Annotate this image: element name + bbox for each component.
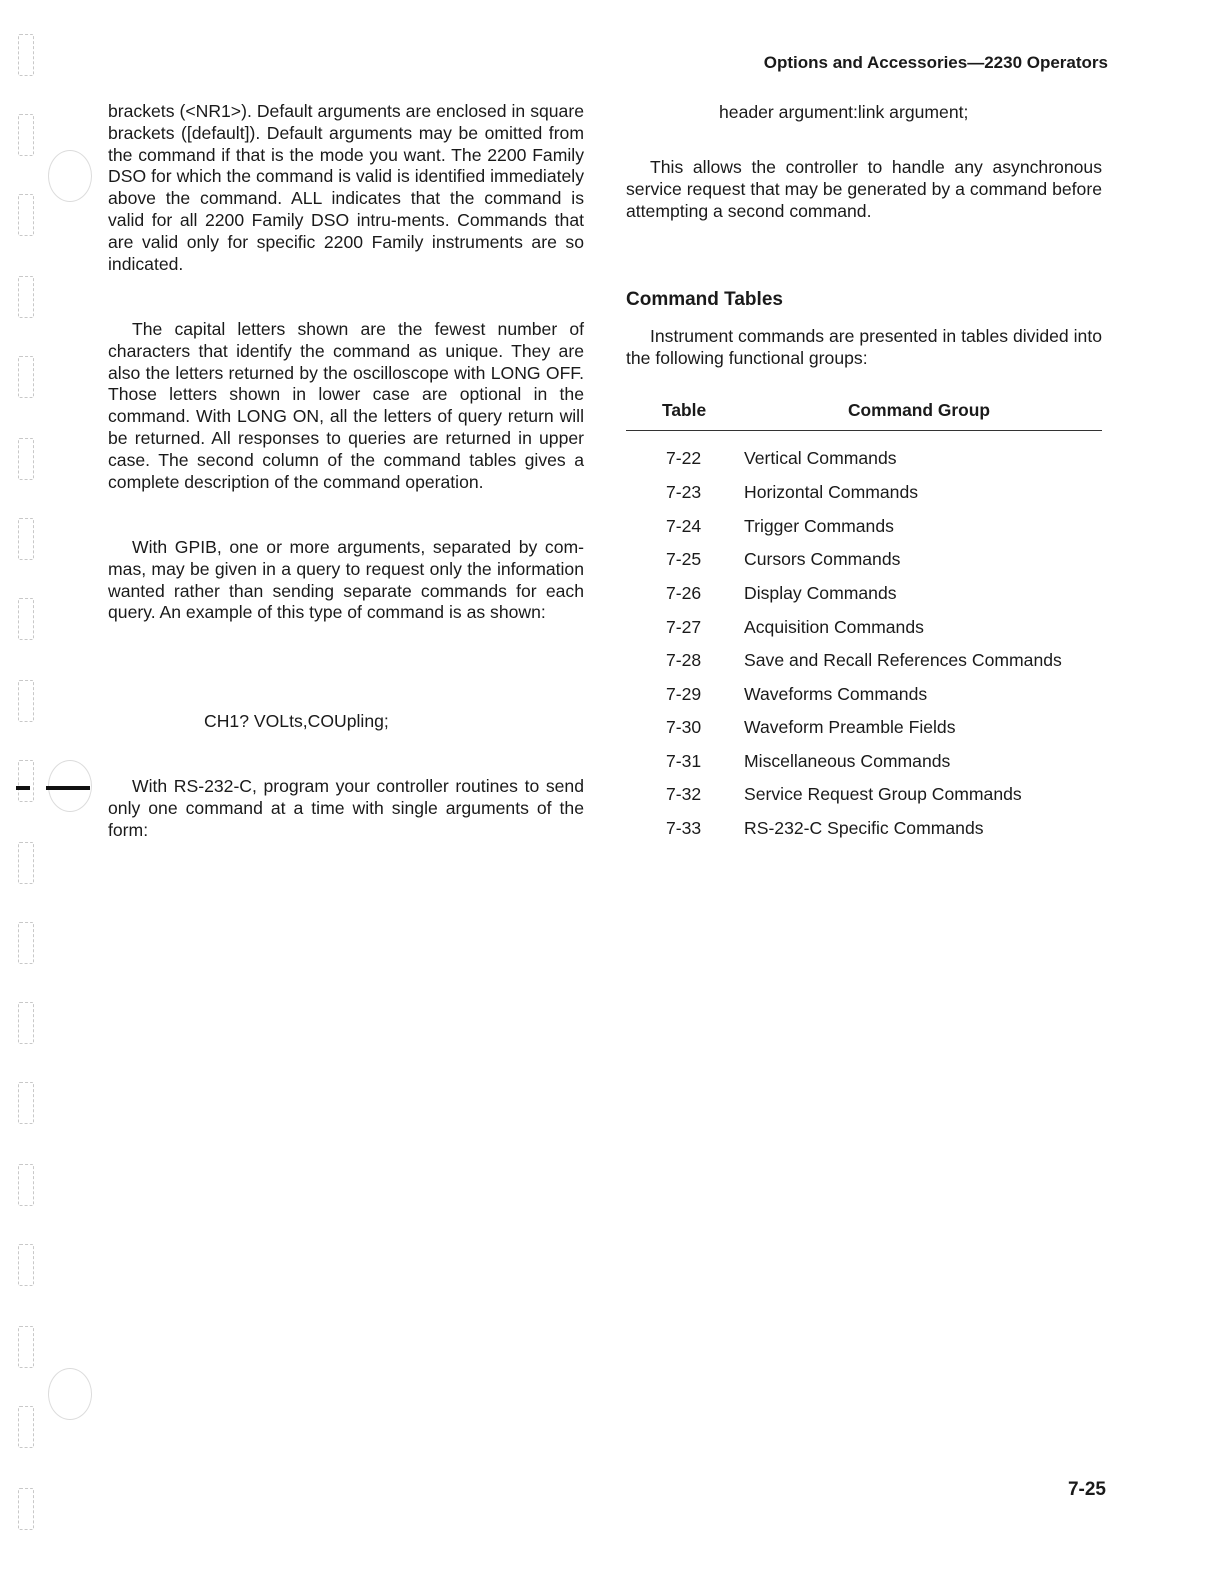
- table-row: [626, 516, 1102, 544]
- running-header: Options and Accessories—2230 Operators: [763, 53, 1108, 72]
- form-line: header argument:link argument;: [719, 102, 969, 122]
- table-number: 7-25: [666, 549, 702, 569]
- binder-hole: [18, 1406, 34, 1448]
- table-rule: [626, 430, 1102, 431]
- table-row: [626, 717, 1102, 745]
- table-number: 7-22: [666, 448, 702, 468]
- binder-hole: [18, 842, 34, 884]
- binder-hole: [18, 922, 34, 964]
- table-number: 7-31: [666, 751, 702, 771]
- example-command: CH1? VOLts,COUpling;: [204, 711, 389, 731]
- table-row: [626, 583, 1102, 611]
- command-group: Acquisition Commands: [744, 617, 924, 637]
- binder-hole: [18, 194, 34, 236]
- table-row: [626, 818, 1102, 846]
- paragraph-rs232: With RS-232-C, program your controller routines to send only one command at a time with single arguments of the form:: [108, 776, 584, 840]
- binder-ring-mark: [48, 150, 92, 202]
- table-number: 7-26: [666, 583, 702, 603]
- paragraph-capital-letters: The capital letters shown are the fewest number of characters that identify the command as unique. They are also the letters returned by the oscilloscope with LONG OFF. Those letters shown in lower case are optional in the command. With LONG ON, all the letters of query return will be returned. All responses to queries are returned in upper case. The second column of the command tables gives a complete description of the command operation.: [108, 319, 584, 492]
- column-header-table: Table: [662, 400, 707, 420]
- binder-hole: [18, 114, 34, 156]
- paragraph-gpib: With GPIB, one or more arguments, separated by com-mas, may be given in a query to request only the information wanted rather than sending separate commands for each query. An example of this type of command is as shown:: [108, 537, 584, 623]
- table-number: 7-30: [666, 717, 702, 737]
- table-row: [626, 751, 1102, 779]
- table-row: [626, 482, 1102, 510]
- binder-hole: [18, 276, 34, 318]
- binder-hole: [18, 1488, 34, 1530]
- page-number: 7-25: [1067, 1479, 1106, 1500]
- table-number: 7-29: [666, 684, 702, 704]
- binder-hole: [18, 1164, 34, 1206]
- section-heading: Command Tables: [626, 289, 783, 310]
- command-group: Service Request Group Commands: [744, 784, 1022, 804]
- command-group: Horizontal Commands: [744, 482, 919, 502]
- binder-hole: [18, 598, 34, 640]
- edge-mark: [46, 786, 90, 790]
- binder-hole: [18, 518, 34, 560]
- table-number: 7-27: [666, 617, 702, 637]
- table-row: [626, 650, 1102, 678]
- column-header-group: Command Group: [848, 400, 991, 420]
- table-number: 7-24: [666, 516, 702, 536]
- binder-hole: [18, 1082, 34, 1124]
- table-row: [626, 549, 1102, 577]
- table-number: 7-32: [666, 784, 702, 804]
- command-group: RS-232-C Specific Commands: [744, 818, 984, 838]
- table-number: 7-33: [666, 818, 702, 838]
- binder-hole: [18, 1002, 34, 1044]
- command-group: Display Commands: [744, 583, 897, 603]
- table-row: [626, 617, 1102, 645]
- paragraph-arguments: brackets (<NR1>). Default arguments are enclosed in square brackets ([default]). Default arguments may be omitted from the command if that is the mode you want. The 2200 Family DSO for which the command is valid is identified immediately above the command. ALL indicates that the command is valid for all 2200 Family DSO intru-ments. Commands that are valid only for specific 2200 Family instruments are so indicated.: [108, 101, 584, 274]
- table-row: [626, 784, 1102, 812]
- binder-hole: [18, 356, 34, 398]
- paragraph-groups: Instrument commands are presented in tables divided into the following functional groups:: [626, 326, 1102, 368]
- binder-hole: [18, 34, 34, 76]
- table-row: [626, 448, 1102, 476]
- paragraph-async: This allows the controller to handle any asynchronous service request that may be generated by a command before attempting a second command.: [626, 157, 1102, 221]
- binder-hole: [18, 1326, 34, 1368]
- command-group: Waveforms Commands: [744, 684, 928, 704]
- command-group: Waveform Preamble Fields: [744, 717, 956, 737]
- binder-hole: [18, 760, 34, 802]
- command-group: Cursors Commands: [744, 549, 901, 569]
- command-group: Save and Recall References Commands: [744, 650, 1062, 670]
- command-group: Miscellaneous Commands: [744, 751, 951, 771]
- binder-hole: [18, 680, 34, 722]
- edge-mark: [16, 786, 30, 790]
- binder-hole: [18, 1244, 34, 1286]
- command-group: Vertical Commands: [744, 448, 897, 468]
- binder-ring-mark: [48, 1368, 92, 1420]
- table-number: 7-28: [666, 650, 702, 670]
- table-number: 7-23: [666, 482, 702, 502]
- table-row: [626, 684, 1102, 712]
- binder-hole: [18, 438, 34, 480]
- table-header: [626, 400, 1102, 428]
- command-group: Trigger Commands: [744, 516, 894, 536]
